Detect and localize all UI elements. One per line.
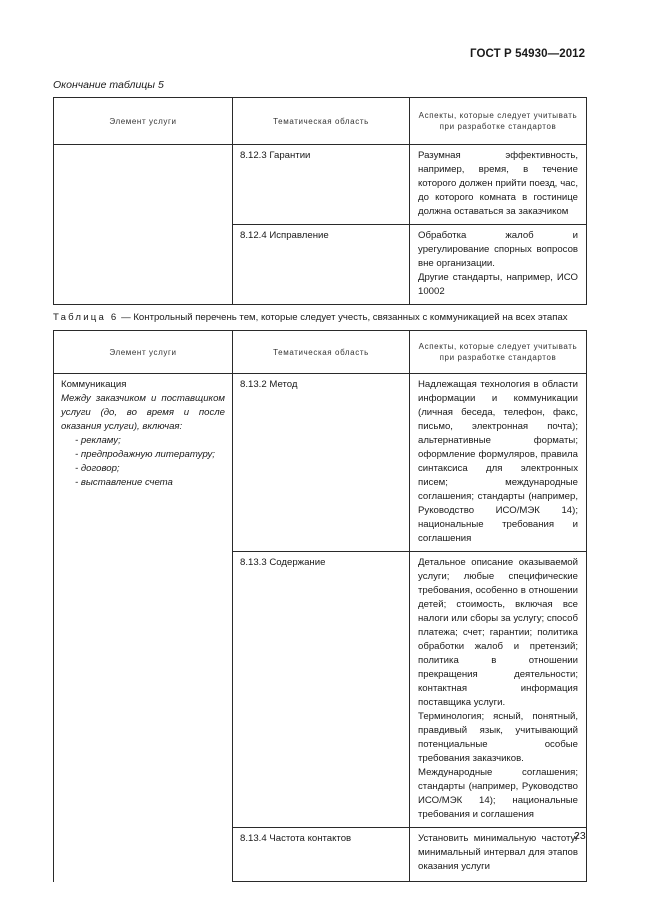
topic-text: 8.12.3 Гарантии bbox=[240, 150, 311, 161]
aspects-text: Надлежащая технология в области информации и коммуникации (личная беседа, телефон, факс, письмо, электронная почта); альтернативные форматы; оформление формуляров, правила синтаксиса для электронных писем; международные соглашения; стандарты (например, Руководство ИСО/МЭК 14); национальные требования и соглашения bbox=[418, 379, 578, 544]
aspects-text: Установить минимальную частоту/минимальный интервал для этапов оказания услуги bbox=[418, 833, 578, 872]
aspects-cell bbox=[410, 552, 587, 828]
aspects-text: Международные соглашения; стандарты (например, Руководство ИСО/МЭК 14); национальные требования и соглашения bbox=[418, 767, 578, 820]
aspects-text: Разумная эффективность, например, время, в течение которого должен прийти поезд, час, до которого комната в гостинице должна оставаться за заказчиком bbox=[418, 150, 578, 217]
column-header-element: Элемент услуги bbox=[54, 98, 233, 145]
aspects-cell bbox=[410, 145, 587, 225]
aspects-text: Обработка жалоб и урегулирование спорных вопросов вне организации. bbox=[418, 230, 578, 269]
topic-text: 8.13.3 Содержание bbox=[240, 557, 326, 568]
document-title: ГОСТ Р 54930—2012 bbox=[470, 48, 586, 60]
aspects-cell bbox=[410, 225, 587, 305]
column-header-aspects: Аспекты, которые следует учитывать при разработке стандартов bbox=[410, 98, 587, 145]
topic-cell bbox=[233, 552, 410, 828]
column-header-aspects: Аспекты, которые следует учитывать при разработке стандартов bbox=[410, 331, 587, 374]
element-cell bbox=[54, 374, 233, 882]
aspects-cell bbox=[410, 828, 587, 882]
aspects-text: Терминология; ясный, понятный, правдивый язык, учитывающий потенциальные особые требования заказчиков. bbox=[418, 711, 578, 764]
table6 bbox=[53, 330, 587, 882]
table5 bbox=[53, 97, 587, 305]
list-item: - договор; bbox=[75, 463, 120, 474]
aspects-cell bbox=[410, 374, 587, 552]
table6-caption-label: Таблица 6 bbox=[53, 312, 119, 323]
element-description: Между заказчиком и поставщиком услуги (до, во время и после оказания услуги), включая: bbox=[61, 393, 225, 432]
element-title: Коммуникация bbox=[61, 379, 127, 390]
list-item: - предпродажную литературу; bbox=[75, 449, 215, 460]
list-item: - выставление счета bbox=[75, 477, 173, 488]
table-row bbox=[54, 145, 587, 225]
list-item: - рекламу; bbox=[75, 435, 121, 446]
topic-cell bbox=[233, 225, 410, 305]
column-header-element: Элемент услуги bbox=[54, 331, 233, 374]
topic-text: 8.13.2 Метод bbox=[240, 379, 298, 390]
topic-cell bbox=[233, 145, 410, 225]
table5-header-row bbox=[54, 98, 587, 145]
table6-caption bbox=[53, 312, 568, 323]
topic-cell bbox=[233, 374, 410, 552]
table6-caption-text: — Контрольный перечень тем, которые следует учесть, связанных с коммуникацией на всех этапах bbox=[118, 312, 568, 323]
topic-cell bbox=[233, 828, 410, 882]
aspects-text: Детальное описание оказываемой услуги; любые специфические требования, особенно в отношении детей; стоимость, включая все налоги или сборы за услугу; способ платежа; счет; гарантии; политика обработки жалоб и претензий; политика в отношении прекращения деятельности; контактная информация поставщика услуги. bbox=[418, 557, 578, 708]
element-list bbox=[61, 434, 225, 490]
table6-header-row bbox=[54, 331, 587, 374]
column-header-topic: Тематическая область bbox=[233, 98, 410, 145]
page-number: 23 bbox=[574, 830, 586, 842]
table-row bbox=[54, 374, 587, 552]
topic-text: 8.12.4 Исправление bbox=[240, 230, 329, 241]
topic-text: 8.13.4 Частота контактов bbox=[240, 833, 352, 844]
column-header-topic: Тематическая область bbox=[233, 331, 410, 374]
element-cell bbox=[54, 145, 233, 305]
table5-caption: Окончание таблицы 5 bbox=[53, 79, 164, 91]
aspects-text: Другие стандарты, например, ИСО 10002 bbox=[418, 272, 578, 297]
